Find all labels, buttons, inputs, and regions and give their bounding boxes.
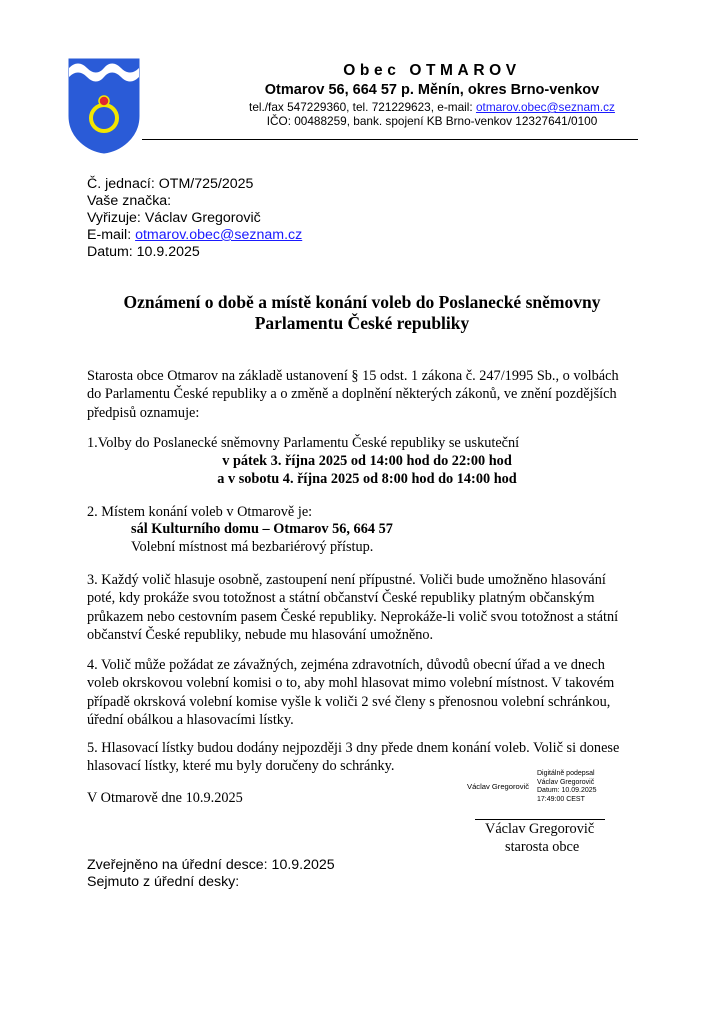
municipality-name: Obec OTMAROV [343, 62, 521, 79]
item-1-text: 1.Volby do Poslanecké sněmovny Parlamentu České republiky se uskuteční [87, 435, 520, 451]
item-4-line: 4. Volič může požádat ze závažných, zejména zdravotních, důvodů obecní úřad a ve dnech [87, 657, 605, 673]
signatory-role: starosta obce [505, 839, 580, 855]
municipal-coat-of-arms [68, 58, 140, 154]
digital-signature-line: Datum: 10.09.2025 [537, 787, 597, 795]
crest-stone [99, 96, 109, 106]
item-5-line: 5. Hlasovací lístky budou dodány nejpozději 3 dny přede dnem konání voleb. Volič si donese [87, 740, 620, 756]
digital-signature-line: Digitálně podepsal [537, 770, 595, 777]
removed-date: Sejmuto z úřední desky: [87, 874, 240, 890]
item-3-line: občanství České republiky, nebude mu hlasování umožněno. [87, 627, 434, 644]
intro-line: do Parlamentu České republiky a o změně a doplnění některých zákonů, ve znění pozdějších [87, 386, 617, 403]
signatory-name: Václav Gregorovič [485, 821, 595, 837]
item-4-line: případě okrsková volební komise vyšle k voliči 2 své členy s přenosnou volební schránkou, [87, 693, 611, 710]
election-day-1: v pátek 3. října 2025 od 14:00 hod do 22:00 hod [222, 453, 512, 469]
reference-number: Č. jednací: OTM/725/2025 [87, 176, 254, 192]
item-3-paragraph [87, 571, 647, 645]
signature-line [475, 819, 605, 820]
item-2-text: 2. Místem konání voleb v Otmarově je: [87, 504, 313, 520]
item-3-line: poté, kdy prokáže svou totožnost a státní občanství České republiky platným občanským [87, 590, 595, 607]
your-reference: Vaše značka: [87, 193, 172, 209]
polling-venue: sál Kulturního domu – Otmarov 56, 664 57 [131, 521, 393, 537]
reference-email [87, 227, 302, 244]
municipality-address: Otmarov 56, 664 57 p. Měnín, okres Brno-venkov [264, 82, 600, 98]
item-4-line: úřední obálkou a hlasovacími lístky. [87, 712, 294, 729]
intro-line: předpisů oznamuje: [87, 404, 200, 421]
intro-paragraph [87, 367, 647, 422]
contact-line [140, 100, 724, 114]
contact-phone-text: tel./fax 547229360, tel. 721229623, e-mail: [249, 100, 476, 114]
document-title [40, 292, 684, 334]
election-day-2: a v sobotu 4. října 2025 od 8:00 hod do 14:00 hod [217, 471, 517, 487]
digital-signature-line: 17:49:00 CEST [537, 795, 585, 803]
published-date: Zveřejněno na úřední desce: 10.9.2025 [87, 857, 335, 873]
header-divider [142, 139, 638, 140]
digital-signature-name: Václav Gregorovič [467, 782, 530, 791]
reference-date: Datum: 10.9.2025 [87, 244, 200, 260]
place-date: V Otmarově dne 10.9.2025 [87, 790, 243, 806]
handled-by: Vyřizuje: Václav Gregorovič [87, 210, 261, 226]
accessibility-note: Volební místnost má bezbariérový přístup. [131, 539, 374, 555]
title-line-2: Parlamentu České republiky [254, 313, 470, 333]
email-label: E-mail: [87, 227, 136, 243]
item-4-line: voleb okrskovou volební komisi o to, aby mohl hlasovat mimo volební místnost. V takovém [87, 675, 615, 692]
title-line-1: Oznámení o době a místě konání voleb do Poslanecké sněmovny [123, 292, 601, 312]
ico-bank-line: IČO: 00488259, bank. spojení KB Brno-venkov 12327641/0100 [266, 114, 598, 128]
digital-signature-line: Václav Gregorovič [537, 778, 595, 786]
item-5-line: hlasovací lístky, které mu byly doručeny do schránky. [87, 758, 395, 775]
header-email-link[interactable]: otmarov.obec@seznam.cz [475, 100, 615, 114]
item-4-paragraph [87, 656, 647, 730]
intro-line: Starosta obce Otmarov na základě ustanovení § 15 odst. 1 zákona č. 247/1995 Sb., o volbách [87, 368, 619, 384]
digital-signature-block [537, 770, 597, 804]
item-3-line: průkazem nebo cestovním pasem České republiky. Neprokáže-li volič svou totožnost a státní [87, 608, 619, 625]
reference-email-link[interactable]: otmarov.obec@seznam.cz [135, 227, 303, 243]
item-3-line: 3. Každý volič hlasuje osobně, zastoupení není přípustné. Voliči bude umožněno hlasování [87, 572, 606, 588]
